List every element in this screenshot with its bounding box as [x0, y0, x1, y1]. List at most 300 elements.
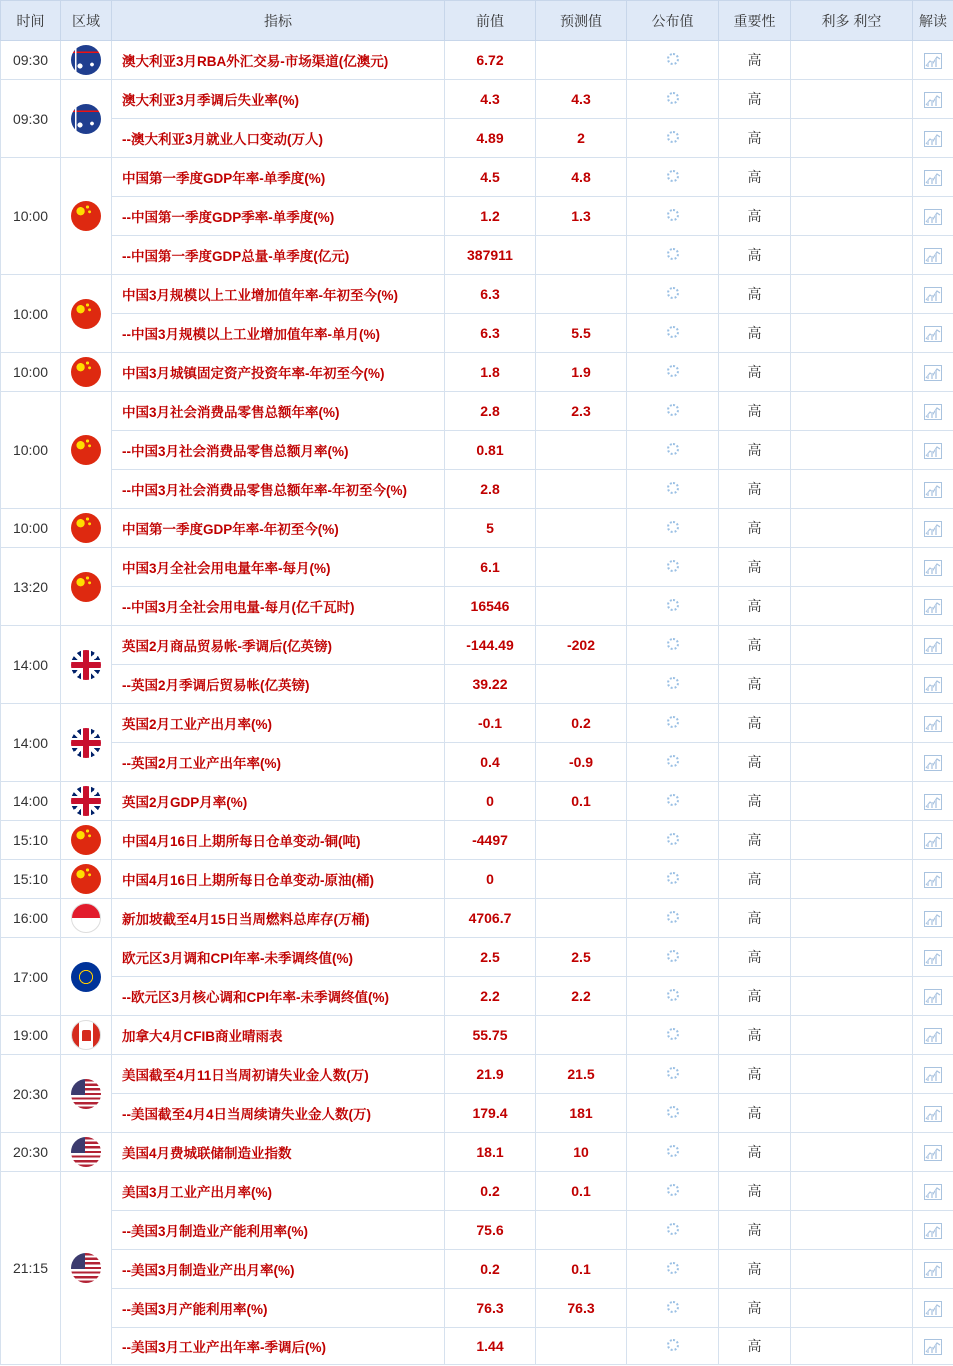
indicator-name[interactable]: 澳大利亚3月季调后失业率(%) — [112, 80, 445, 119]
effect-cell — [791, 1289, 913, 1328]
loading-spinner-icon — [667, 248, 679, 260]
indicator-name[interactable]: 加拿大4月CFIB商业晴雨表 — [112, 1016, 445, 1055]
loading-spinner-icon — [667, 599, 679, 611]
loading-spinner-icon — [667, 1339, 679, 1351]
chart-icon[interactable] — [924, 1221, 942, 1237]
region-cell — [61, 392, 112, 509]
chart-icon[interactable] — [924, 1260, 942, 1276]
table-row[interactable] — [1, 41, 953, 80]
actual-value-cell — [627, 1055, 719, 1094]
analysis-cell[interactable] — [913, 1172, 953, 1211]
table-row[interactable] — [1, 236, 953, 275]
region-cell — [61, 1055, 112, 1133]
importance-level: 高 — [719, 41, 791, 80]
indicator-name[interactable]: 中国4月16日上期所每日仓单变动-铜(吨) — [112, 821, 445, 860]
loading-spinner-icon — [667, 1301, 679, 1313]
forecast-value: 2.3 — [536, 392, 627, 431]
previous-value: 55.75 — [445, 1016, 536, 1055]
importance-level: 高 — [719, 938, 791, 977]
indicator-name[interactable]: --美国3月工业产出年率-季调后(%) — [112, 1328, 445, 1365]
loading-spinner-icon — [667, 1145, 679, 1157]
loading-spinner-icon — [667, 794, 679, 806]
event-time: 09:30 — [1, 80, 61, 158]
analysis-cell[interactable] — [913, 782, 953, 821]
analysis-cell[interactable] — [913, 509, 953, 548]
event-time: 20:30 — [1, 1133, 61, 1172]
previous-value: 4.3 — [445, 80, 536, 119]
loading-spinner-icon — [667, 638, 679, 650]
actual-value-cell — [627, 1133, 719, 1172]
chart-icon[interactable] — [924, 870, 942, 886]
col-header-indicator: 指标 — [112, 1, 445, 41]
chart-icon[interactable] — [924, 1026, 942, 1042]
table-body — [1, 41, 953, 1365]
loading-spinner-icon — [667, 1106, 679, 1118]
event-time: 20:30 — [1, 1055, 61, 1133]
previous-value: 6.1 — [445, 548, 536, 587]
actual-value-cell — [627, 1094, 719, 1133]
forecast-value: 0.1 — [536, 1250, 627, 1289]
chart-icon[interactable] — [924, 636, 942, 652]
loading-spinner-icon — [667, 989, 679, 1001]
indicator-name[interactable]: 欧元区3月调和CPI年率-未季调终值(%) — [112, 938, 445, 977]
table-row[interactable] — [1, 353, 953, 392]
previous-value: 18.1 — [445, 1133, 536, 1172]
actual-value-cell — [627, 158, 719, 197]
loading-spinner-icon — [667, 872, 679, 884]
loading-spinner-icon — [667, 404, 679, 416]
loading-spinner-icon — [667, 1028, 679, 1040]
region-cell — [61, 782, 112, 821]
indicator-name[interactable]: --美国3月产能利用率(%) — [112, 1289, 445, 1328]
importance-level: 高 — [719, 743, 791, 782]
table-row[interactable] — [1, 119, 953, 158]
indicator-name[interactable]: --中国第一季度GDP季率-单季度(%) — [112, 197, 445, 236]
table-row[interactable] — [1, 821, 953, 860]
table-row[interactable] — [1, 1094, 953, 1133]
analysis-cell[interactable] — [913, 1094, 953, 1133]
event-time: 15:10 — [1, 821, 61, 860]
effect-cell — [791, 431, 913, 470]
actual-value-cell — [627, 275, 719, 314]
table-row[interactable] — [1, 977, 953, 1016]
chart-icon[interactable] — [924, 246, 942, 262]
actual-value-cell — [627, 353, 719, 392]
actual-value-cell — [627, 236, 719, 275]
table-row[interactable] — [1, 587, 953, 626]
chart-icon[interactable] — [924, 324, 942, 340]
indicator-name[interactable]: 英国2月工业产出月率(%) — [112, 704, 445, 743]
table-row[interactable] — [1, 1211, 953, 1250]
uk-flag-icon — [71, 650, 101, 680]
table-row[interactable] — [1, 80, 953, 119]
uk-flag-icon — [71, 728, 101, 758]
analysis-cell[interactable] — [913, 665, 953, 704]
region-cell — [61, 41, 112, 80]
loading-spinner-icon — [667, 326, 679, 338]
forecast-value — [536, 860, 627, 899]
chart-icon[interactable] — [924, 675, 942, 691]
previous-value: 39.22 — [445, 665, 536, 704]
effect-cell — [791, 626, 913, 665]
table-row[interactable] — [1, 860, 953, 899]
indicator-name[interactable]: 中国第一季度GDP年率-年初至今(%) — [112, 509, 445, 548]
effect-cell — [791, 236, 913, 275]
analysis-cell[interactable] — [913, 1289, 953, 1328]
forecast-value: 0.1 — [536, 1172, 627, 1211]
analysis-cell[interactable] — [913, 119, 953, 158]
chart-icon[interactable] — [924, 168, 942, 184]
importance-level: 高 — [719, 1211, 791, 1250]
forecast-value: 181 — [536, 1094, 627, 1133]
previous-value: 5 — [445, 509, 536, 548]
importance-level: 高 — [719, 587, 791, 626]
effect-cell — [791, 509, 913, 548]
forecast-value — [536, 665, 627, 704]
previous-value: 2.5 — [445, 938, 536, 977]
actual-value-cell — [627, 704, 719, 743]
chart-icon[interactable] — [924, 363, 942, 379]
forecast-value: 10 — [536, 1133, 627, 1172]
indicator-name[interactable]: --美国3月制造业产出月率(%) — [112, 1250, 445, 1289]
indicator-name[interactable]: --中国第一季度GDP总量-单季度(亿元) — [112, 236, 445, 275]
actual-value-cell — [627, 665, 719, 704]
table-header-row — [1, 1, 953, 41]
forecast-value: -202 — [536, 626, 627, 665]
analysis-cell[interactable] — [913, 1328, 953, 1365]
chart-icon[interactable] — [924, 402, 942, 418]
effect-cell — [791, 353, 913, 392]
indicator-name[interactable]: 中国3月规模以上工业增加值年率-年初至今(%) — [112, 275, 445, 314]
table-row[interactable] — [1, 665, 953, 704]
region-cell — [61, 821, 112, 860]
effect-cell — [791, 1094, 913, 1133]
indicator-name[interactable]: --美国3月制造业产能利用率(%) — [112, 1211, 445, 1250]
effect-cell — [791, 470, 913, 509]
actual-value-cell — [627, 1289, 719, 1328]
analysis-cell[interactable] — [913, 860, 953, 899]
loading-spinner-icon — [667, 677, 679, 689]
importance-level: 高 — [719, 236, 791, 275]
chart-icon[interactable] — [924, 909, 942, 925]
previous-value: 4.5 — [445, 158, 536, 197]
previous-value: 387911 — [445, 236, 536, 275]
previous-value: 0 — [445, 782, 536, 821]
region-cell — [61, 860, 112, 899]
analysis-cell[interactable] — [913, 470, 953, 509]
region-cell — [61, 938, 112, 1016]
analysis-cell[interactable] — [913, 431, 953, 470]
analysis-cell[interactable] — [913, 1016, 953, 1055]
forecast-value — [536, 509, 627, 548]
actual-value-cell — [627, 392, 719, 431]
table-row[interactable] — [1, 626, 953, 665]
region-cell — [61, 353, 112, 392]
chart-icon[interactable] — [924, 90, 942, 106]
table-row[interactable] — [1, 197, 953, 236]
indicator-name[interactable]: 中国第一季度GDP年率-单季度(%) — [112, 158, 445, 197]
forecast-value: 2.5 — [536, 938, 627, 977]
importance-level: 高 — [719, 977, 791, 1016]
indicator-name[interactable]: --英国2月工业产出年率(%) — [112, 743, 445, 782]
uk-flag-icon — [71, 786, 101, 816]
effect-cell — [791, 860, 913, 899]
chart-icon[interactable] — [924, 987, 942, 1003]
table-row[interactable] — [1, 314, 953, 353]
importance-level: 高 — [719, 1055, 791, 1094]
event-time: 15:10 — [1, 860, 61, 899]
previous-value: 2.8 — [445, 392, 536, 431]
forecast-value — [536, 587, 627, 626]
analysis-cell[interactable] — [913, 275, 953, 314]
importance-level: 高 — [719, 860, 791, 899]
actual-value-cell — [627, 1328, 719, 1365]
analysis-cell[interactable] — [913, 704, 953, 743]
chart-icon[interactable] — [924, 714, 942, 730]
col-header-effect: 利多 利空 — [791, 1, 913, 41]
chart-icon[interactable] — [924, 948, 942, 964]
table-row[interactable] — [1, 548, 953, 587]
analysis-cell[interactable] — [913, 548, 953, 587]
importance-level: 高 — [719, 197, 791, 236]
china-flag-icon — [71, 513, 101, 543]
table-row[interactable] — [1, 938, 953, 977]
chart-icon[interactable] — [924, 1299, 942, 1315]
indicator-name[interactable]: 中国3月城镇固定资产投资年率-年初至今(%) — [112, 353, 445, 392]
chart-icon[interactable] — [924, 480, 942, 496]
indicator-name[interactable]: 中国4月16日上期所每日仓单变动-原油(桶) — [112, 860, 445, 899]
table-row[interactable] — [1, 1250, 953, 1289]
analysis-cell[interactable] — [913, 1055, 953, 1094]
indicator-name[interactable]: --欧元区3月核心调和CPI年率-未季调终值(%) — [112, 977, 445, 1016]
event-time: 13:20 — [1, 548, 61, 626]
usa-flag-icon — [71, 1137, 101, 1167]
analysis-cell[interactable] — [913, 41, 953, 80]
indicator-name[interactable]: 澳大利亚3月RBA外汇交易-市场渠道(亿澳元) — [112, 41, 445, 80]
analysis-cell[interactable] — [913, 1133, 953, 1172]
indicator-name[interactable]: --中国3月社会消费品零售总额月率(%) — [112, 431, 445, 470]
effect-cell — [791, 197, 913, 236]
analysis-cell[interactable] — [913, 197, 953, 236]
indicator-name[interactable]: --美国截至4月4日当周续请失业金人数(万) — [112, 1094, 445, 1133]
canada-flag-icon — [71, 1020, 101, 1050]
actual-value-cell — [627, 587, 719, 626]
chart-icon[interactable] — [924, 1143, 942, 1159]
previous-value: 0 — [445, 860, 536, 899]
forecast-value: 1.3 — [536, 197, 627, 236]
importance-level: 高 — [719, 899, 791, 938]
table-row[interactable] — [1, 1133, 953, 1172]
forecast-value: 2.2 — [536, 977, 627, 1016]
analysis-cell[interactable] — [913, 392, 953, 431]
singapore-flag-icon — [71, 903, 101, 933]
analysis-cell[interactable] — [913, 1211, 953, 1250]
region-cell — [61, 1172, 112, 1365]
effect-cell — [791, 821, 913, 860]
forecast-value — [536, 1328, 627, 1365]
effect-cell — [791, 782, 913, 821]
indicator-name[interactable]: --中国3月规模以上工业增加值年率-单月(%) — [112, 314, 445, 353]
col-header-forecast: 预测值 — [536, 1, 627, 41]
effect-cell — [791, 392, 913, 431]
table-row[interactable] — [1, 1055, 953, 1094]
indicator-name[interactable]: 美国4月费城联储制造业指数 — [112, 1133, 445, 1172]
effect-cell — [791, 899, 913, 938]
region-cell — [61, 158, 112, 275]
forecast-value — [536, 470, 627, 509]
chart-icon[interactable] — [924, 51, 942, 67]
table-row[interactable] — [1, 509, 953, 548]
col-header-actual: 公布值 — [627, 1, 719, 41]
event-time: 14:00 — [1, 782, 61, 821]
previous-value: 2.8 — [445, 470, 536, 509]
indicator-name[interactable]: 美国截至4月11日当周初请失业金人数(万) — [112, 1055, 445, 1094]
chart-icon[interactable] — [924, 792, 942, 808]
importance-level: 高 — [719, 158, 791, 197]
importance-level: 高 — [719, 392, 791, 431]
analysis-cell[interactable] — [913, 353, 953, 392]
previous-value: 21.9 — [445, 1055, 536, 1094]
analysis-cell[interactable] — [913, 158, 953, 197]
forecast-value — [536, 431, 627, 470]
analysis-cell[interactable] — [913, 587, 953, 626]
importance-level: 高 — [719, 119, 791, 158]
chart-icon[interactable] — [924, 1104, 942, 1120]
actual-value-cell — [627, 509, 719, 548]
actual-value-cell — [627, 821, 719, 860]
indicator-name[interactable]: --英国2月季调后贸易帐(亿英镑) — [112, 665, 445, 704]
actual-value-cell — [627, 197, 719, 236]
analysis-cell[interactable] — [913, 977, 953, 1016]
loading-spinner-icon — [667, 911, 679, 923]
table-row[interactable] — [1, 275, 953, 314]
indicator-name[interactable]: 英国2月GDP月率(%) — [112, 782, 445, 821]
usa-flag-icon — [71, 1079, 101, 1109]
chart-icon[interactable] — [924, 1065, 942, 1081]
table-row[interactable] — [1, 392, 953, 431]
event-time: 09:30 — [1, 41, 61, 80]
event-time: 10:00 — [1, 353, 61, 392]
importance-level: 高 — [719, 821, 791, 860]
col-header-time: 时间 — [1, 1, 61, 41]
indicator-name[interactable]: --澳大利亚3月就业人口变动(万人) — [112, 119, 445, 158]
actual-value-cell — [627, 470, 719, 509]
table-row[interactable] — [1, 1328, 953, 1365]
australia-flag-icon — [71, 45, 101, 75]
actual-value-cell — [627, 548, 719, 587]
indicator-name[interactable]: 中国3月社会消费品零售总额年率(%) — [112, 392, 445, 431]
previous-value: 76.3 — [445, 1289, 536, 1328]
previous-value: 0.4 — [445, 743, 536, 782]
indicator-name[interactable]: --中国3月社会消费品零售总额年率-年初至今(%) — [112, 470, 445, 509]
loading-spinner-icon — [667, 950, 679, 962]
forecast-value: -0.9 — [536, 743, 627, 782]
forecast-value: 1.9 — [536, 353, 627, 392]
table-row[interactable] — [1, 1289, 953, 1328]
forecast-value — [536, 1016, 627, 1055]
indicator-name[interactable]: 中国3月全社会用电量年率-每月(%) — [112, 548, 445, 587]
previous-value: 2.2 — [445, 977, 536, 1016]
region-cell — [61, 548, 112, 626]
chart-icon[interactable] — [924, 597, 942, 613]
table-row[interactable] — [1, 899, 953, 938]
analysis-cell[interactable] — [913, 938, 953, 977]
indicator-name[interactable]: 美国3月工业产出月率(%) — [112, 1172, 445, 1211]
importance-level: 高 — [719, 782, 791, 821]
table-row[interactable] — [1, 431, 953, 470]
table-row[interactable] — [1, 704, 953, 743]
table-row[interactable] — [1, 470, 953, 509]
actual-value-cell — [627, 1172, 719, 1211]
event-time: 16:00 — [1, 899, 61, 938]
analysis-cell[interactable] — [913, 626, 953, 665]
previous-value: -144.49 — [445, 626, 536, 665]
importance-level: 高 — [719, 548, 791, 587]
table-row[interactable] — [1, 1016, 953, 1055]
chart-icon[interactable] — [924, 207, 942, 223]
effect-cell — [791, 1328, 913, 1365]
forecast-value: 4.3 — [536, 80, 627, 119]
importance-level: 高 — [719, 470, 791, 509]
china-flag-icon — [71, 299, 101, 329]
loading-spinner-icon — [667, 716, 679, 728]
chart-icon[interactable] — [924, 831, 942, 847]
analysis-cell[interactable] — [913, 1250, 953, 1289]
effect-cell — [791, 977, 913, 1016]
importance-level: 高 — [719, 1016, 791, 1055]
event-time: 14:00 — [1, 626, 61, 704]
chart-icon[interactable] — [924, 558, 942, 574]
previous-value: 6.3 — [445, 275, 536, 314]
loading-spinner-icon — [667, 92, 679, 104]
loading-spinner-icon — [667, 833, 679, 845]
effect-cell — [791, 548, 913, 587]
chart-icon[interactable] — [924, 285, 942, 301]
importance-level: 高 — [719, 1250, 791, 1289]
chart-icon[interactable] — [924, 519, 942, 535]
chart-icon[interactable] — [924, 753, 942, 769]
previous-value: 1.2 — [445, 197, 536, 236]
forecast-value — [536, 548, 627, 587]
region-cell — [61, 1133, 112, 1172]
analysis-cell[interactable] — [913, 743, 953, 782]
analysis-cell[interactable] — [913, 899, 953, 938]
table-row[interactable] — [1, 1172, 953, 1211]
chart-icon[interactable] — [924, 129, 942, 145]
chart-icon[interactable] — [924, 1182, 942, 1198]
previous-value: -0.1 — [445, 704, 536, 743]
indicator-name[interactable]: --中国3月全社会用电量-每月(亿千瓦时) — [112, 587, 445, 626]
table-row[interactable] — [1, 158, 953, 197]
chart-icon[interactable] — [924, 1337, 942, 1353]
analysis-cell[interactable] — [913, 314, 953, 353]
indicator-name[interactable]: 英国2月商品贸易帐-季调后(亿英镑) — [112, 626, 445, 665]
importance-level: 高 — [719, 314, 791, 353]
analysis-cell[interactable] — [913, 821, 953, 860]
previous-value: 1.8 — [445, 353, 536, 392]
actual-value-cell — [627, 860, 719, 899]
importance-level: 高 — [719, 665, 791, 704]
analysis-cell[interactable] — [913, 236, 953, 275]
analysis-cell[interactable] — [913, 80, 953, 119]
importance-level: 高 — [719, 1328, 791, 1365]
table-row[interactable] — [1, 743, 953, 782]
effect-cell — [791, 275, 913, 314]
actual-value-cell — [627, 1250, 719, 1289]
indicator-name[interactable]: 新加坡截至4月15日当周燃料总库存(万桶) — [112, 899, 445, 938]
chart-icon[interactable] — [924, 441, 942, 457]
table-row[interactable] — [1, 782, 953, 821]
